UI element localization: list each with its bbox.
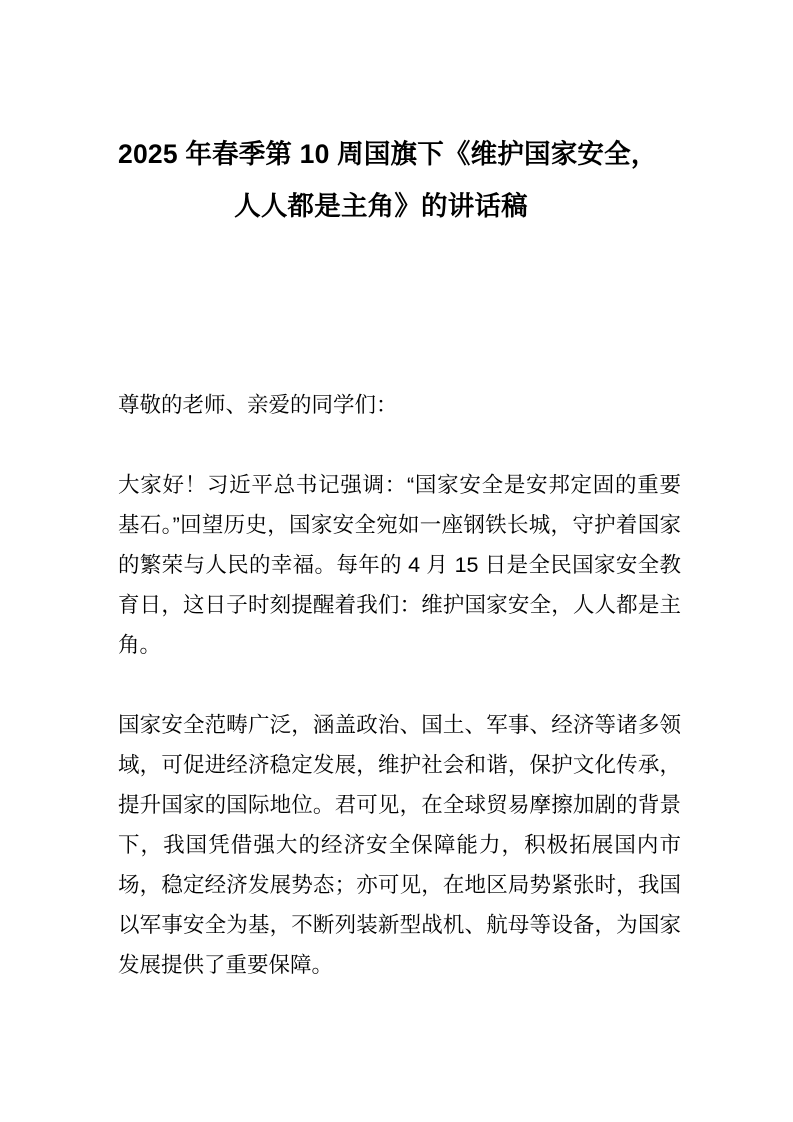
page-title — [118, 128, 680, 232]
document-body — [118, 385, 681, 985]
body-paragraph-1: 大家好！习近平总书记强调：“国家安全是安邦定固的重要基石。”回望历史，国家安全宛如一座钢铁长城，守护着国家的繁荣与人民的幸福。每年的 4 月 15 日是全民国家安全教育日，这日子时刻提醒着我们：维护国家安全，人人都是主角。 — [118, 473, 681, 657]
salutation-paragraph: 尊敬的老师、亲爱的同学们： — [118, 393, 398, 417]
page-title-line-2: 人人都是主角》的讲话稿 — [234, 191, 528, 221]
body-paragraph-2: 国家安全范畴广泛，涵盖政治、国土、军事、经济等诸多领域，可促进经济稳定发展，维护社会和谐，保护文化传承，提升国家的国际地位。君可见，在全球贸易摩擦加剧的背景下，我国凭借强大的经济安全保障能力，积极拓展国内市场，稳定经济发展势态；亦可见，在地区局势紧张时，我国以军事安全为基，不断列装新型战机、航母等设备，为国家发展提供了重要保障。 — [118, 713, 681, 977]
page-title-line-1: 2025 年春季第 10 周国旗下《维护国家安全， — [118, 139, 658, 169]
